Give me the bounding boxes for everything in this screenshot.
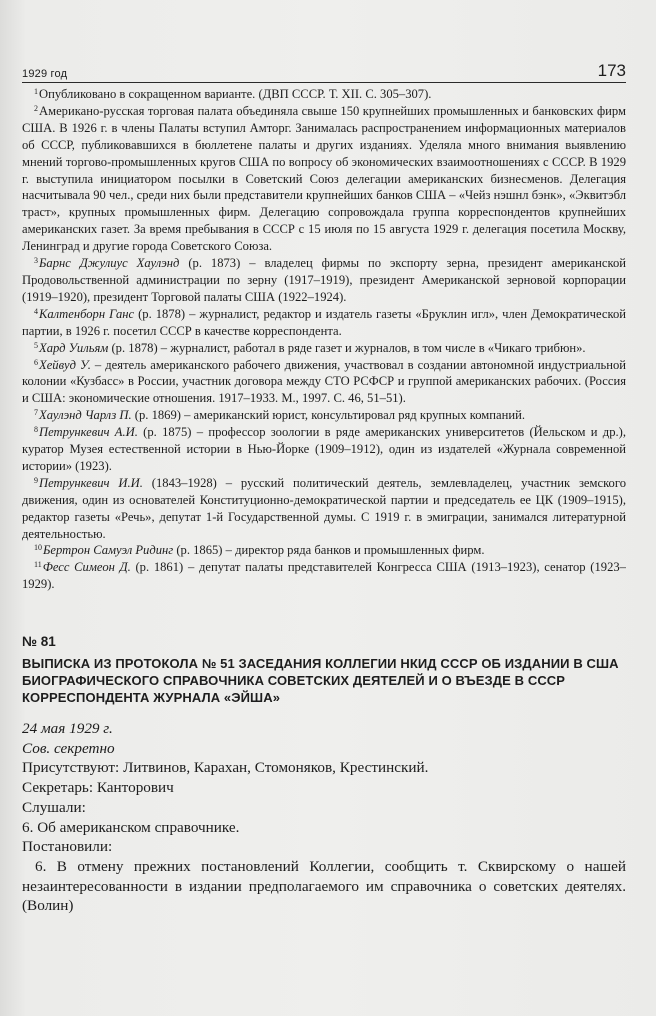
document-classification: Сов. секретно — [22, 739, 115, 757]
heard-label: Слушали: — [22, 798, 86, 816]
attendees: Присутствуют: Литвинов, Карахан, Стомоняков, Крестинский. — [22, 759, 429, 777]
footnote-person-name: Хейвуд У. — [39, 357, 91, 372]
document-date: 24 мая 1929 г. — [22, 720, 113, 737]
footnote-text: (р. 1873) – владелец фирмы по экспорту зерна, президент американской Продовольственной администрации по зерну (1917–1919), президент Американской зерновой корпорации (1919–1920), президент Торговой палаты США (1922–1924). — [22, 256, 626, 304]
footnote — [22, 255, 626, 306]
footnote-number: 2 — [34, 103, 38, 113]
footnote — [22, 542, 626, 559]
footnote-person-name: Барнс Джулиус Хаулэнд — [39, 256, 180, 271]
footnote — [22, 424, 626, 475]
footnote-text: (р. 1875) – профессор зоологии в ряде американских университетов (Йельском и др.), куратор Музея естественной истории в Нью-Йорке (1909–1912), один из издателей «Журнала современной истории» (1923). — [22, 425, 626, 473]
footnote-person-name: Калтенборн Ганс — [39, 306, 135, 321]
footnote-text: (р. 1865) – директор ряда банков и промышленных фирм. — [173, 543, 485, 558]
footnote — [22, 306, 626, 340]
footnote-text: (р. 1861) – депутат палаты представителей Конгресса США (1913–1923), сенатор (1923–1929). — [22, 560, 626, 592]
decided-label: Постановили: — [22, 838, 113, 856]
footnote — [22, 86, 626, 103]
footnotes — [22, 86, 626, 593]
footnote-number: 5 — [34, 340, 38, 350]
footnote-number: 11 — [34, 560, 42, 570]
heard-item: 6. Об американском справочнике. — [22, 818, 240, 836]
footnote-text: – деятель американского рабочего движения, участвовал в создании автономной индустриальной колонии «Кузбасс» в России, участник договора между СТО РСФСР и группой американских рабочих. (Россия и США: экономические отношения. 1917–1933. М., 1997. С. 46, 51–51). — [22, 357, 626, 406]
footnote-person-name: Хаулэнд Чарлз П. — [39, 408, 132, 423]
footnote-text: (р. 1878) – журналист, редактор и издатель газеты «Бруклин игл», член Демократической партии, в 1926 г. посетил СССР в качестве корреспондента. — [22, 306, 626, 338]
footnote-text: (1843–1928) – русский политический деятель, землевладелец, участник земского движения, один из основателей Конституционно-демократической партии и председатель ее ЦК (1909–1915), редактор газеты «Речь», депутат 1-й Государственной думы. С 1919 г. в эмиграции, занимался литературной деятельностью. — [22, 475, 627, 541]
document-81 — [22, 634, 626, 916]
footnote-person-name: Бертрон Самуэл Ридинг — [43, 543, 174, 558]
page-number: 173 — [597, 61, 626, 80]
footnote — [22, 103, 626, 255]
footnote-text: (р. 1878) – журналист, работал в ряде газет и журналов, в том числе в «Чикаго трибюн». — [108, 340, 586, 355]
footnote-number: 1 — [34, 87, 38, 96]
footnote-text: Опубликовано в сокращенном варианте. (ДВП СССР. Т. XII. С. 305–307). — [39, 87, 432, 101]
footnote-number: 8 — [34, 425, 38, 435]
running-header — [22, 60, 626, 83]
footnote-person-name: Петрункевич А.И. — [39, 425, 138, 440]
footnote-text: Американо-русская торговая палата объединяла свыше 150 крупнейших промышленных и банковских фирм США. В 1926 г. в члены Палаты вступил Амторг. Занималась распространением информационных материалов об СССР, публиковавшихся в бюллетене палаты и других изданиях. Уделяла много внимания выявлению мнений торгово-промышленных кругов США по вопросу об экономических взаимоотношениях с СССР. В 1929 г. выступила инициатором посылки в Советский Союз делегации американских бизнесменов. Делегация насчитывала 90 чел., среди них были представители крупнейших банков США – «Чейз нэшнл бэнк», «Эквитэбл траст», крупных промышленных фирм. Делегацию сопровождала группа корреспондентов крупнейших американских газет. За время пребывания в СССР с 15 июля по 15 августа 1929 г. делегация посетила Москву, Ленинград и другие города Советского Союза. — [22, 103, 626, 254]
footnote — [22, 357, 626, 408]
footnote — [22, 340, 626, 357]
document-number: № 81 — [22, 634, 56, 649]
footnote — [22, 559, 626, 593]
footnote — [22, 475, 626, 543]
footnote-person-name: Фесс Симеон Д. — [42, 560, 131, 575]
decision-text: 6. В отмену прежних постановлений Коллегии, сообщить т. Сквирскому о нашей незаинтересованности в издании предполагаемого им справочника о советских деятелях. (Волин) — [22, 857, 626, 915]
footnote — [22, 407, 626, 424]
footnote-person-name: Петрункевич И.И. — [39, 475, 143, 490]
document-title: ВЫПИСКА ИЗ ПРОТОКОЛА № 51 ЗАСЕДАНИЯ КОЛЛЕГИИ НКИД СССР ОБ ИЗДАНИИ В США БИОГРАФИЧЕСКОГО СПРАВОЧНИКА СОВЕТСКИХ ДЕЯТЕЛЕЙ И О ВЪЕЗДЕ В СССР КОРРЕСПОНДЕНТА ЖУРНАЛА «ЭЙША» — [22, 656, 619, 705]
footnote-number: 6 — [34, 357, 38, 367]
footnote-number: 7 — [34, 408, 38, 418]
footnote-number: 9 — [34, 475, 38, 485]
footnote-number: 3 — [34, 256, 38, 266]
running-header-year: 1929 год — [22, 68, 68, 80]
footnote-text: (р. 1869) – американский юрист, консультировал ряд крупных компаний. — [131, 408, 525, 423]
secretary: Секретарь: Канторович — [22, 779, 174, 797]
footnote-number: 4 — [34, 306, 38, 316]
footnote-person-name: Хард Уильям — [39, 340, 109, 355]
footnote-number: 10 — [34, 543, 42, 553]
document-body — [22, 719, 626, 916]
